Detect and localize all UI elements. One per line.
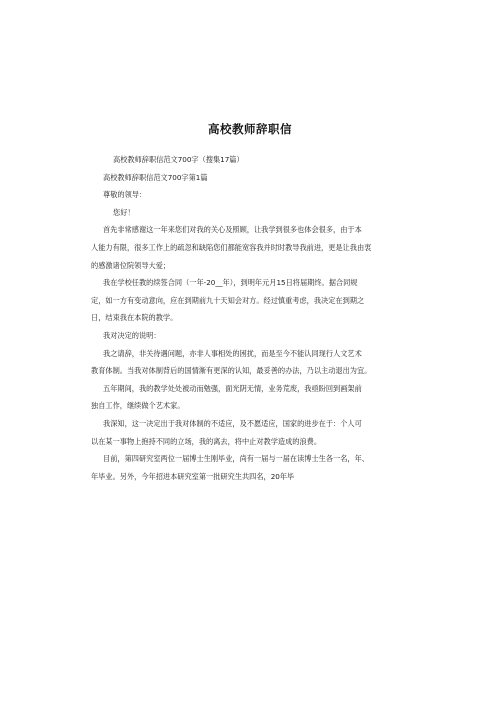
body-line: 五年期间，我的教学处处被动而勉强，面光阴无情，业务荒废，我亟盼回到画架前 [103,383,362,393]
body-line: 的感激诸位院领导大爱； [91,260,171,270]
body-line: 以在某一事物上抱持不同的立场，我的离去，将中止对教学造成的浪费。 [91,436,322,446]
body-line: 尊敬的领导： [103,190,147,200]
body-line: 人能力有限，很多工作上的疏忽和缺陷您们都能宽容我并时时教导我前进，更是让我由衷 [91,242,372,252]
body-line: 高校教师辞职信范文700字（搜集17篇） [113,155,244,164]
document-body [91,151,411,485]
body-line: 您好！ [113,207,135,217]
body-line: 我深知，这一决定出于我对体制的不适应，及不愿适应，国家的进步在于：个人可 [103,418,362,428]
body-line: 独自工作，继续做个艺术家。 [91,401,185,411]
body-line: 首先非常感谢这一年来您们对我的关心及照顾，让我学到很多也体会很多，由于本 [103,225,362,235]
body-line: 高校教师辞职信范文700字第1篇 [103,172,208,182]
body-line: 年毕业。另外，今年招进本研究室第一批研究生共四名，20年毕 [91,471,295,481]
body-line: 定，如一方有变动意向，应在到期前九十天知会对方。经过慎重考虑，我决定在到期之 [91,295,365,305]
body-line: 我之请辞，非关待遇问题，亦非人事相处的困扰，而是至今不能认同现行人文艺术 [103,348,362,358]
body-line: 日，结束我在本院的教学。 [91,313,178,323]
body-line: 我对决定的说明： [103,330,161,340]
body-line: 我在学校任教的续签合同（一年-20__年），到明年元月15日将届期终。据合同规 [103,278,358,288]
body-line: 教育体制。当我对体制背后的国情渐有更深的认知，最妥善的办法，乃以主动退出为宜。 [91,366,372,376]
document-title: 高校教师辞职信 [208,122,292,136]
body-line: 目前，第四研究室两位一届博士生刚毕业，尚有一届与一届在读博士生各一名，年、 [103,454,369,464]
